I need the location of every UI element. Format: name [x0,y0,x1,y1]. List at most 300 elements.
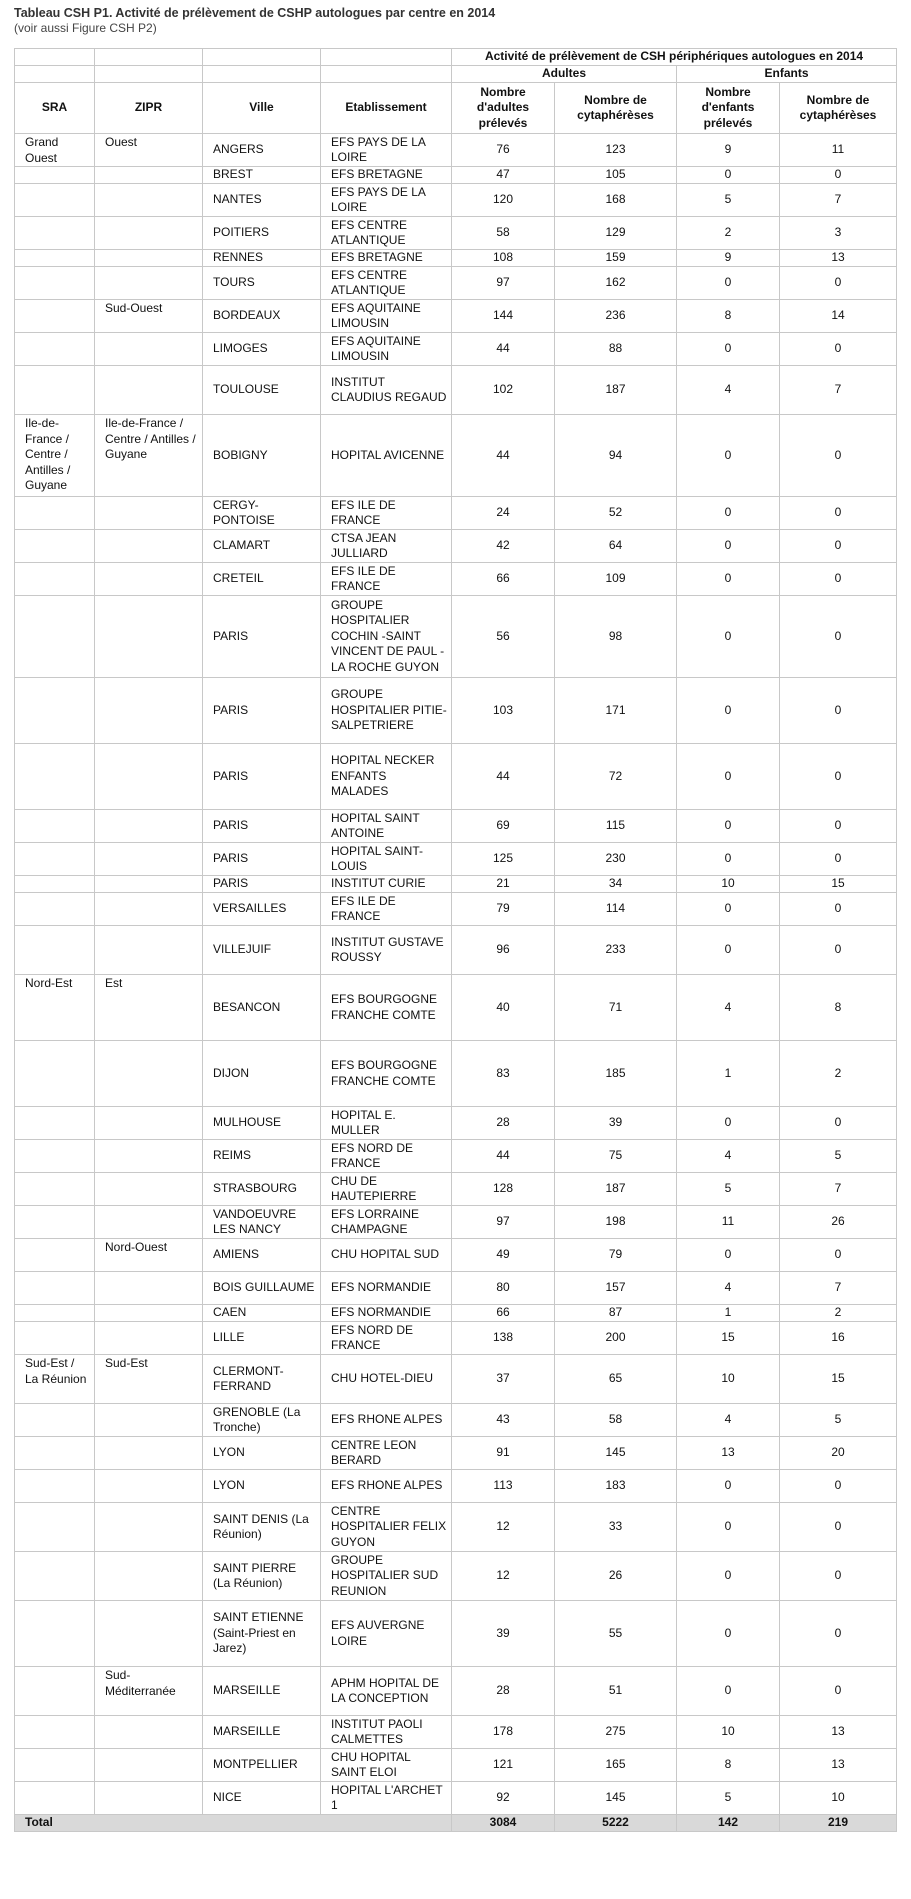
cell-etablissement: HOPITAL SAINT-LOUIS [321,843,452,876]
cell-sra [15,1470,95,1503]
cell-adults-cytapheresis: 87 [555,1305,677,1322]
cell-children-count: 0 [677,1601,780,1667]
cell-adults-cytapheresis: 71 [555,975,677,1041]
table-row [15,1239,897,1272]
table-row [15,134,897,167]
cell-adults-count: 47 [452,167,555,184]
cell-ville: SAINT DENIS (La Réunion) [203,1503,321,1552]
cell-sra [15,333,95,366]
table-row [15,333,897,366]
cell-adults-cytapheresis: 109 [555,563,677,596]
cell-etablissement: EFS BRETAGNE [321,167,452,184]
cell-children-count: 0 [677,267,780,300]
cell-children-count: 10 [677,1355,780,1404]
cell-ville: VILLEJUIF [203,926,321,975]
cell-children-count: 1 [677,1041,780,1107]
cell-children-count: 0 [677,530,780,563]
table-row [15,1041,897,1107]
cell-ville: POITIERS [203,217,321,250]
cell-children-count: 8 [677,300,780,333]
cell-adults-cytapheresis: 129 [555,217,677,250]
cell-adults-cytapheresis: 79 [555,1239,677,1272]
cell-ville: BREST [203,167,321,184]
total-adults-cytapheresis: 5222 [555,1815,677,1832]
cell-adults-count: 44 [452,333,555,366]
cell-ville: MULHOUSE [203,1107,321,1140]
header-zipr: ZIPR [95,83,203,134]
cell-zipr: Nord-Ouest [95,1239,203,1272]
cell-adults-count: 97 [452,267,555,300]
cell-zipr [95,1749,203,1782]
header-etablissement: Etablissement [321,83,452,134]
header-empty [15,49,95,66]
cell-sra [15,893,95,926]
cell-sra [15,497,95,530]
cell-sra [15,843,95,876]
caption-subtitle: (voir aussi Figure CSH P2) [14,21,157,35]
table-row [15,1437,897,1470]
cell-ville: STRASBOURG [203,1173,321,1206]
cell-children-count: 5 [677,1173,780,1206]
caption-title: . Activité de prélèvement de CSHP autologues par centre en 2014 [108,6,496,20]
cell-etablissement: CENTRE HOSPITALIER FELIX GUYON [321,1503,452,1552]
cell-ville: GRENOBLE (La Tronche) [203,1404,321,1437]
cell-adults-count: 12 [452,1503,555,1552]
cell-children-cytapheresis: 0 [780,1470,897,1503]
table-row [15,678,897,744]
cell-children-cytapheresis: 0 [780,167,897,184]
cell-adults-count: 56 [452,596,555,678]
cell-children-count: 10 [677,1716,780,1749]
cell-sra [15,1716,95,1749]
cell-zipr [95,1107,203,1140]
cell-adults-count: 44 [452,1140,555,1173]
table-row [15,596,897,678]
table-row [15,497,897,530]
cell-sra [15,1322,95,1355]
cell-sra [15,563,95,596]
cell-adults-count: 125 [452,843,555,876]
cell-children-cytapheresis: 0 [780,415,897,497]
table-row [15,893,897,926]
cell-ville: MARSEILLE [203,1716,321,1749]
cell-etablissement: CHU DE HAUTEPIERRE [321,1173,452,1206]
cell-adults-cytapheresis: 98 [555,596,677,678]
cell-children-cytapheresis: 0 [780,926,897,975]
cell-adults-count: 76 [452,134,555,167]
cell-ville: CLERMONT-FERRAND [203,1355,321,1404]
cell-zipr [95,333,203,366]
cell-adults-count: 92 [452,1782,555,1815]
cell-adults-count: 21 [452,876,555,893]
cell-adults-cytapheresis: 58 [555,1404,677,1437]
cell-etablissement: EFS BOURGOGNE FRANCHE COMTE [321,1041,452,1107]
total-row [15,1815,897,1832]
cell-ville: CLAMART [203,530,321,563]
cell-children-count: 0 [677,563,780,596]
cell-adults-cytapheresis: 105 [555,167,677,184]
cell-sra [15,1173,95,1206]
header-children-cytapheresis: Nombre de cytaphérèses [780,83,897,134]
cell-children-count: 2 [677,217,780,250]
table-row [15,876,897,893]
cell-sra [15,1305,95,1322]
cell-children-cytapheresis: 0 [780,530,897,563]
cell-adults-count: 97 [452,1206,555,1239]
cell-adults-count: 79 [452,893,555,926]
cell-sra [15,1749,95,1782]
cell-adults-count: 40 [452,975,555,1041]
cell-children-cytapheresis: 7 [780,184,897,217]
cell-zipr: Sud-Méditerranée [95,1667,203,1716]
cell-adults-count: 102 [452,366,555,415]
cell-adults-cytapheresis: 88 [555,333,677,366]
cell-adults-cytapheresis: 145 [555,1782,677,1815]
cell-sra [15,1667,95,1716]
cell-adults-cytapheresis: 115 [555,810,677,843]
cell-children-count: 0 [677,333,780,366]
table-row [15,1601,897,1667]
table-row [15,975,897,1041]
cell-children-count: 4 [677,1404,780,1437]
cell-sra [15,596,95,678]
cell-etablissement: HOPITAL NECKER ENFANTS MALADES [321,744,452,810]
cell-zipr: Est [95,975,203,1041]
cell-sra [15,678,95,744]
cell-zipr: Sud-Est [95,1355,203,1404]
cell-sra [15,876,95,893]
cell-ville: PARIS [203,596,321,678]
cell-zipr [95,250,203,267]
cell-zipr: Ile-de-France / Centre / Antilles / Guyane [95,415,203,497]
cell-sra [15,267,95,300]
table-row [15,1404,897,1437]
cell-ville: BORDEAUX [203,300,321,333]
cell-adults-cytapheresis: 94 [555,415,677,497]
cell-children-count: 0 [677,415,780,497]
cell-children-cytapheresis: 0 [780,596,897,678]
cell-etablissement: INSTITUT CURIE [321,876,452,893]
cell-etablissement: EFS AQUITAINE LIMOUSIN [321,300,452,333]
cell-adults-cytapheresis: 51 [555,1667,677,1716]
cell-etablissement: CTSA JEAN JULLIARD [321,530,452,563]
cell-sra [15,1272,95,1305]
cell-adults-count: 66 [452,563,555,596]
cell-zipr [95,678,203,744]
cell-etablissement: EFS BRETAGNE [321,250,452,267]
cell-children-cytapheresis: 15 [780,876,897,893]
cell-sra [15,1552,95,1601]
cell-adults-count: 43 [452,1404,555,1437]
caption-prefix: Tableau CSH P1 [14,6,109,20]
cell-adults-count: 144 [452,300,555,333]
cell-etablissement: GROUPE HOSPITALIER PITIE-SALPETRIERE [321,678,452,744]
cell-adults-count: 128 [452,1173,555,1206]
cell-adults-cytapheresis: 33 [555,1503,677,1552]
cell-etablissement: CENTRE LEON BERARD [321,1437,452,1470]
cell-children-count: 4 [677,1272,780,1305]
table-row [15,1305,897,1322]
cell-zipr [95,184,203,217]
cell-sra: Ile-de-France / Centre / Antilles / Guyane [15,415,95,497]
cell-adults-cytapheresis: 114 [555,893,677,926]
cell-adults-count: 120 [452,184,555,217]
cell-children-count: 0 [677,1470,780,1503]
cell-adults-count: 69 [452,810,555,843]
cell-sra [15,810,95,843]
table-row [15,1140,897,1173]
cell-sra [15,1782,95,1815]
cell-children-count: 8 [677,1749,780,1782]
cell-zipr [95,810,203,843]
cell-sra [15,217,95,250]
cell-children-count: 4 [677,1140,780,1173]
cell-ville: PARIS [203,876,321,893]
cell-ville: NICE [203,1782,321,1815]
cell-adults-cytapheresis: 52 [555,497,677,530]
cell-etablissement: EFS LORRAINE CHAMPAGNE [321,1206,452,1239]
cell-adults-count: 39 [452,1601,555,1667]
cell-children-count: 0 [677,1503,780,1552]
cell-zipr [95,876,203,893]
header-sra: SRA [15,83,95,134]
cell-children-count: 10 [677,876,780,893]
header-ville: Ville [203,83,321,134]
cell-children-count: 11 [677,1206,780,1239]
data-table [14,48,897,1832]
total-children-cytapheresis: 219 [780,1815,897,1832]
cell-sra [15,167,95,184]
cell-children-cytapheresis: 14 [780,300,897,333]
cell-zipr [95,1404,203,1437]
header-empty [321,49,452,66]
cell-children-cytapheresis: 7 [780,1272,897,1305]
cell-sra [15,1503,95,1552]
table-row [15,167,897,184]
table-row [15,1206,897,1239]
header-empty [203,49,321,66]
cell-ville: PARIS [203,843,321,876]
cell-children-count: 0 [677,1107,780,1140]
cell-sra [15,1404,95,1437]
cell-adults-cytapheresis: 72 [555,744,677,810]
cell-adults-count: 49 [452,1239,555,1272]
cell-etablissement: INSTITUT GUSTAVE ROUSSY [321,926,452,975]
cell-children-cytapheresis: 7 [780,366,897,415]
cell-adults-cytapheresis: 236 [555,300,677,333]
cell-etablissement: HOPITAL AVICENNE [321,415,452,497]
table-row [15,415,897,497]
header-children-count: Nombre d'enfants prélevés [677,83,780,134]
table-row [15,1173,897,1206]
cell-children-count: 0 [677,1239,780,1272]
cell-etablissement: EFS PAYS DE LA LOIRE [321,184,452,217]
cell-zipr [95,267,203,300]
cell-ville: LYON [203,1437,321,1470]
table-row [15,563,897,596]
cell-children-cytapheresis: 7 [780,1173,897,1206]
cell-children-cytapheresis: 8 [780,975,897,1041]
table-body [15,134,897,1832]
cell-adults-cytapheresis: 145 [555,1437,677,1470]
cell-zipr [95,843,203,876]
cell-ville: NANTES [203,184,321,217]
cell-ville: SAINT PIERRE (La Réunion) [203,1552,321,1601]
header-row-columns [15,83,897,134]
total-adults-count: 3084 [452,1815,555,1832]
cell-adults-cytapheresis: 75 [555,1140,677,1173]
table-row [15,217,897,250]
cell-zipr [95,1503,203,1552]
header-empty [203,66,321,83]
cell-children-cytapheresis: 10 [780,1782,897,1815]
cell-adults-cytapheresis: 162 [555,267,677,300]
cell-children-cytapheresis: 2 [780,1041,897,1107]
cell-ville: ANGERS [203,134,321,167]
cell-sra [15,1239,95,1272]
table-row [15,843,897,876]
cell-children-cytapheresis: 26 [780,1206,897,1239]
cell-children-count: 0 [677,810,780,843]
table-row [15,1749,897,1782]
header-group-title: Activité de prélèvement de CSH périphériques autologues en 2014 [452,49,897,66]
cell-sra [15,1107,95,1140]
cell-adults-count: 44 [452,415,555,497]
cell-ville: LILLE [203,1322,321,1355]
table-row [15,810,897,843]
cell-zipr: Ouest [95,134,203,167]
total-children-count: 142 [677,1815,780,1832]
cell-adults-cytapheresis: 187 [555,366,677,415]
cell-children-cytapheresis: 0 [780,1552,897,1601]
cell-children-count: 0 [677,843,780,876]
cell-zipr [95,1437,203,1470]
cell-etablissement: EFS CENTRE ATLANTIQUE [321,217,452,250]
cell-adults-cytapheresis: 171 [555,678,677,744]
cell-children-count: 9 [677,250,780,267]
cell-adults-cytapheresis: 183 [555,1470,677,1503]
cell-adults-count: 91 [452,1437,555,1470]
cell-adults-cytapheresis: 157 [555,1272,677,1305]
cell-adults-cytapheresis: 64 [555,530,677,563]
cell-adults-cytapheresis: 26 [555,1552,677,1601]
cell-zipr [95,366,203,415]
table-row [15,1782,897,1815]
cell-children-cytapheresis: 16 [780,1322,897,1355]
cell-adults-count: 28 [452,1667,555,1716]
cell-zipr [95,217,203,250]
cell-adults-cytapheresis: 198 [555,1206,677,1239]
cell-ville: DIJON [203,1041,321,1107]
cell-sra [15,1437,95,1470]
cell-children-count: 9 [677,134,780,167]
cell-etablissement: INSTITUT PAOLI CALMETTES [321,1716,452,1749]
cell-sra [15,530,95,563]
cell-adults-cytapheresis: 123 [555,134,677,167]
cell-adults-cytapheresis: 34 [555,876,677,893]
cell-adults-cytapheresis: 168 [555,184,677,217]
cell-ville: AMIENS [203,1239,321,1272]
cell-zipr [95,497,203,530]
cell-children-count: 1 [677,1305,780,1322]
cell-etablissement: EFS NORMANDIE [321,1305,452,1322]
cell-children-cytapheresis: 15 [780,1355,897,1404]
cell-sra [15,1041,95,1107]
cell-zipr [95,1041,203,1107]
cell-etablissement: EFS AUVERGNE LOIRE [321,1601,452,1667]
cell-children-cytapheresis: 0 [780,744,897,810]
table-row [15,530,897,563]
cell-zipr [95,1140,203,1173]
cell-ville: SAINT ETIENNE (Saint-Priest en Jarez) [203,1601,321,1667]
cell-adults-count: 113 [452,1470,555,1503]
cell-etablissement: EFS ILE DE FRANCE [321,893,452,926]
cell-etablissement: EFS NORMANDIE [321,1272,452,1305]
cell-children-cytapheresis: 0 [780,893,897,926]
cell-zipr [95,1322,203,1355]
cell-etablissement: EFS PAYS DE LA LOIRE [321,134,452,167]
cell-adults-cytapheresis: 233 [555,926,677,975]
cell-zipr [95,744,203,810]
cell-children-count: 0 [677,1552,780,1601]
table-row [15,1322,897,1355]
table-row [15,267,897,300]
cell-etablissement: EFS CENTRE ATLANTIQUE [321,267,452,300]
cell-adults-cytapheresis: 65 [555,1355,677,1404]
cell-ville: RENNES [203,250,321,267]
total-label: Total [15,1815,452,1832]
cell-zipr [95,1206,203,1239]
cell-zipr [95,1305,203,1322]
cell-children-count: 0 [677,1667,780,1716]
cell-etablissement: EFS AQUITAINE LIMOUSIN [321,333,452,366]
cell-children-count: 15 [677,1322,780,1355]
cell-adults-cytapheresis: 200 [555,1322,677,1355]
cell-ville: PARIS [203,744,321,810]
cell-adults-cytapheresis: 275 [555,1716,677,1749]
cell-ville: CRETEIL [203,563,321,596]
cell-children-cytapheresis: 5 [780,1140,897,1173]
header-empty [15,66,95,83]
cell-adults-cytapheresis: 187 [555,1173,677,1206]
cell-children-cytapheresis: 0 [780,563,897,596]
cell-ville: PARIS [203,810,321,843]
cell-children-cytapheresis: 0 [780,1503,897,1552]
cell-etablissement: HOPITAL SAINT ANTOINE [321,810,452,843]
cell-etablissement: CHU HOTEL-DIEU [321,1355,452,1404]
cell-etablissement: EFS ILE DE FRANCE [321,563,452,596]
cell-zipr [95,1552,203,1601]
cell-etablissement: CHU HOPITAL SUD [321,1239,452,1272]
cell-adults-count: 83 [452,1041,555,1107]
cell-sra [15,184,95,217]
cell-ville: LYON [203,1470,321,1503]
cell-ville: BESANCON [203,975,321,1041]
cell-etablissement: EFS BOURGOGNE FRANCHE COMTE [321,975,452,1041]
table-row [15,366,897,415]
cell-sra [15,1206,95,1239]
cell-adults-count: 42 [452,530,555,563]
cell-children-count: 4 [677,975,780,1041]
cell-etablissement: APHM HOPITAL DE LA CONCEPTION [321,1667,452,1716]
cell-children-cytapheresis: 13 [780,250,897,267]
cell-children-cytapheresis: 20 [780,1437,897,1470]
cell-adults-cytapheresis: 165 [555,1749,677,1782]
cell-children-cytapheresis: 0 [780,267,897,300]
cell-sra [15,744,95,810]
cell-ville: MONTPELLIER [203,1749,321,1782]
header-children: Enfants [677,66,897,83]
